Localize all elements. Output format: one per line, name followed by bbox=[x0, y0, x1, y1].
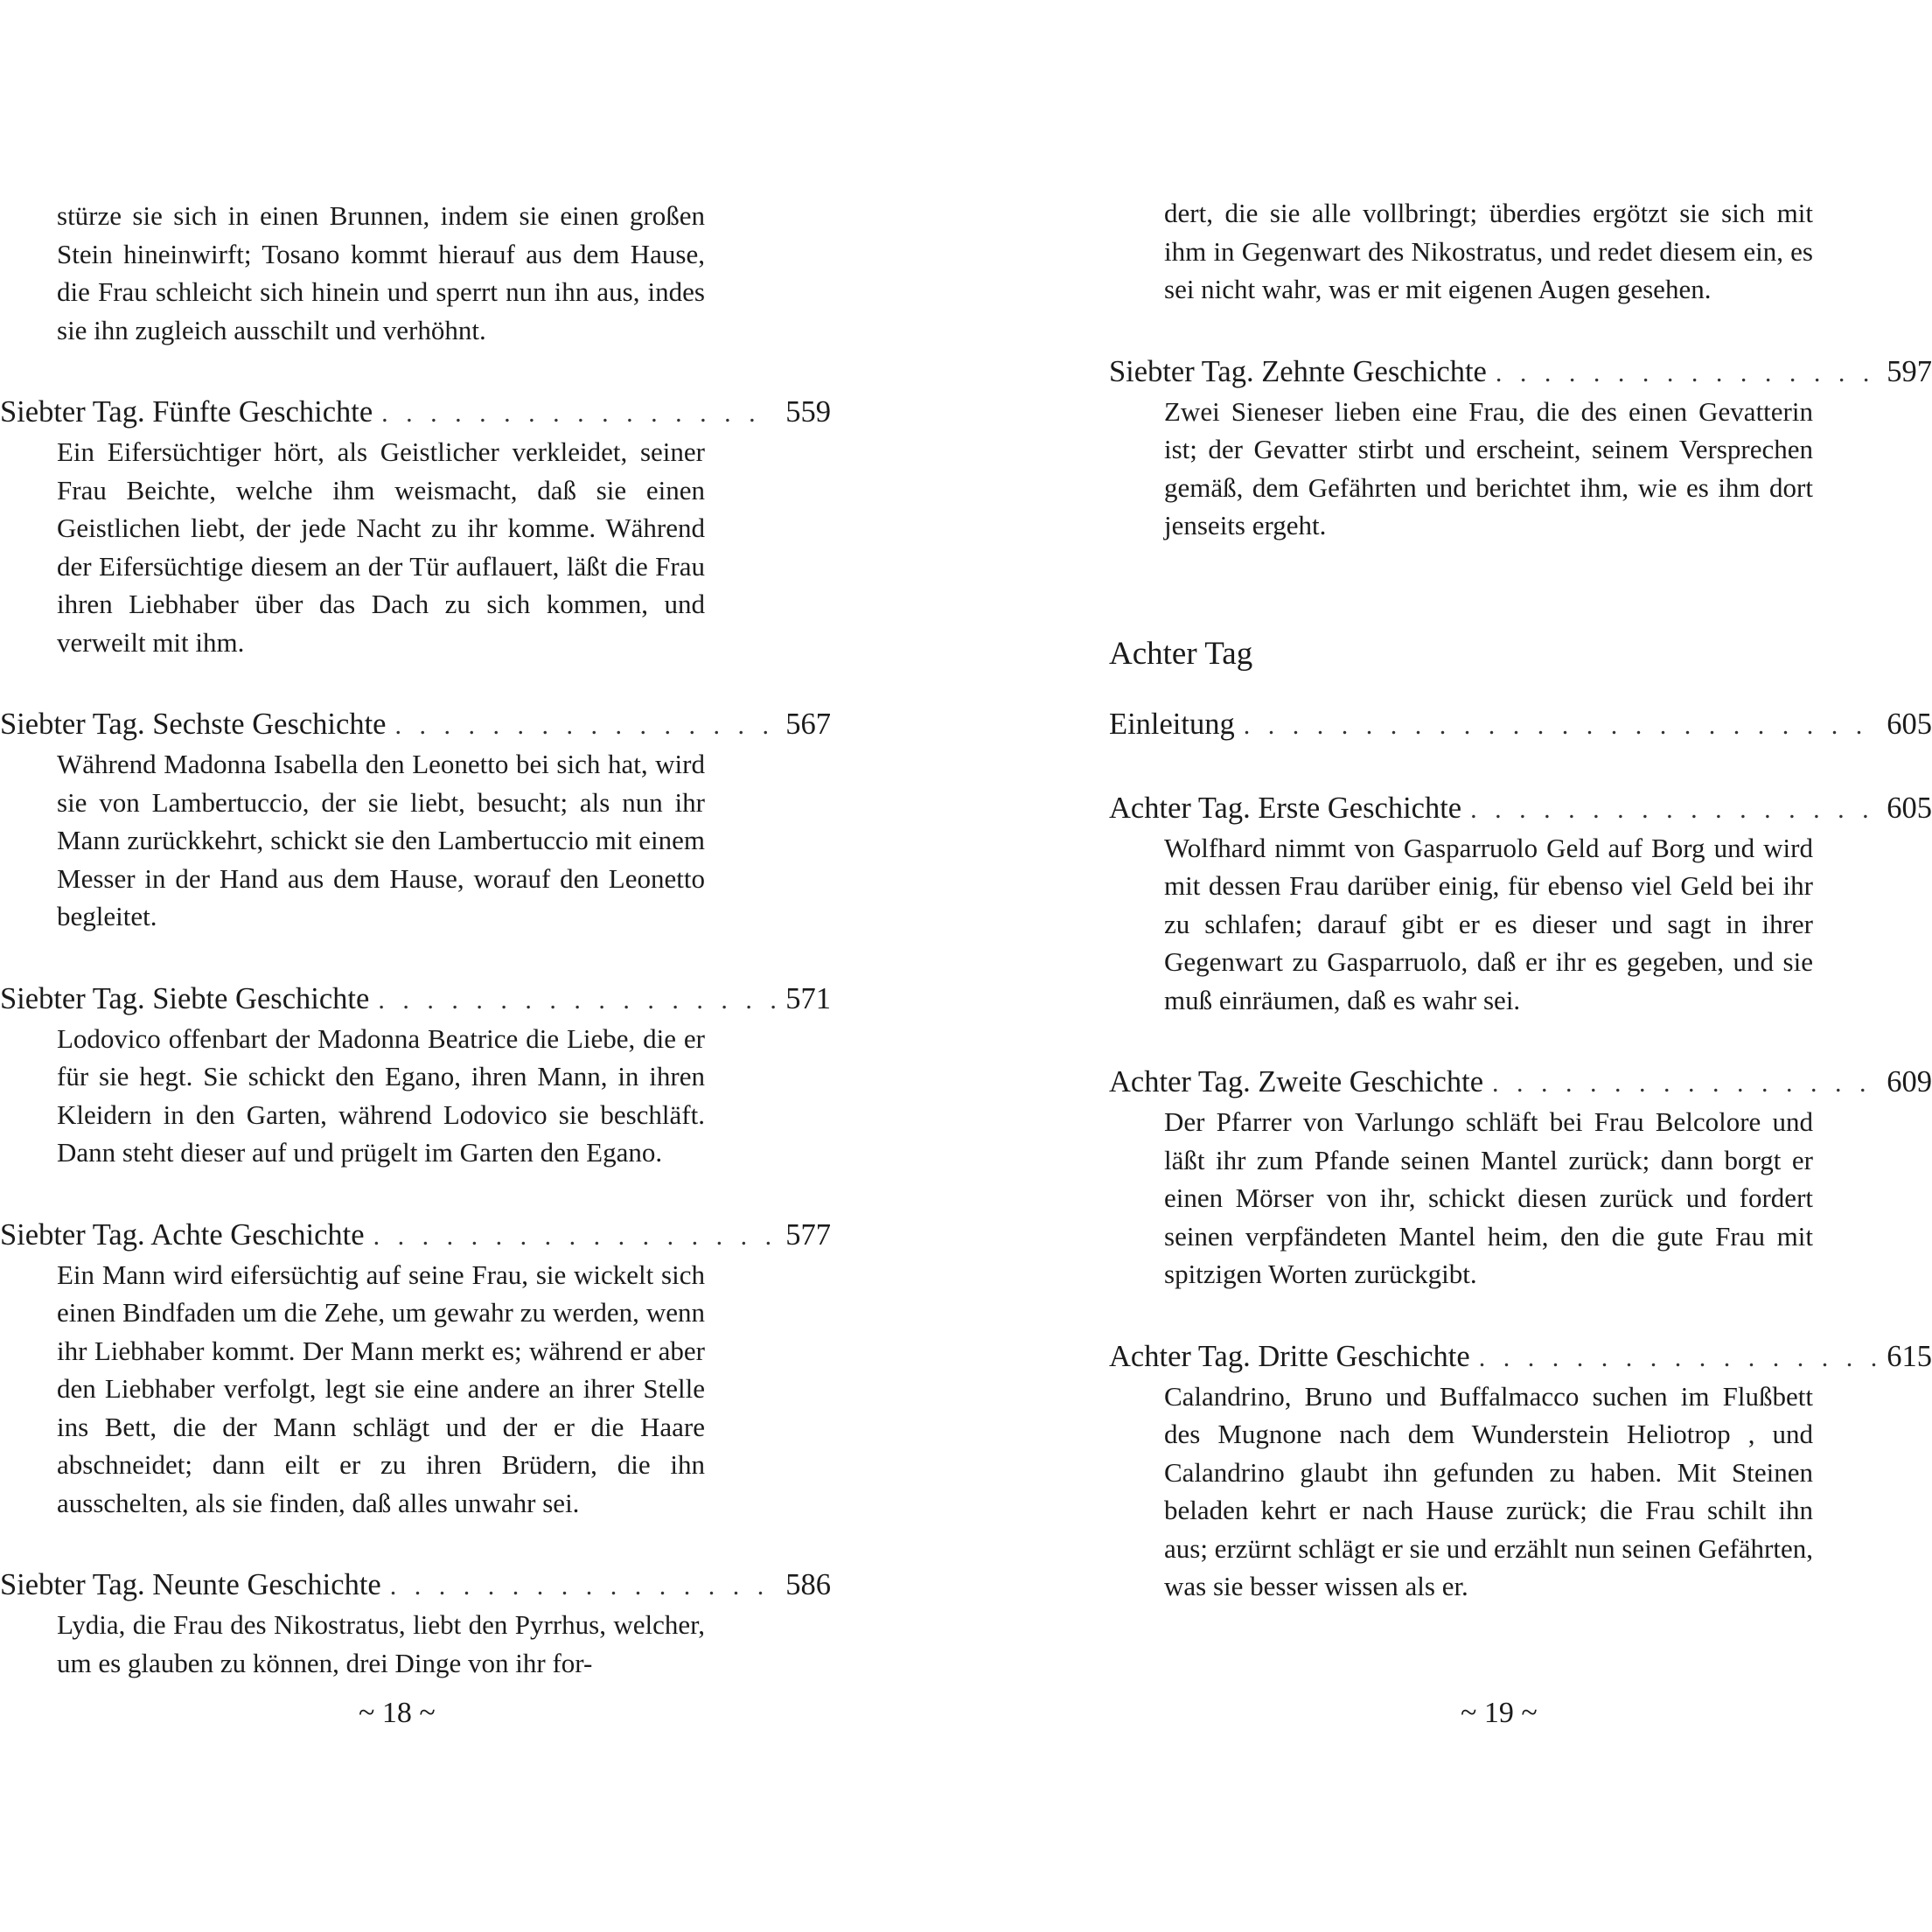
toc-entry-title: Einleitung bbox=[1109, 707, 1235, 741]
page-number-footer: ~ 18 ~ bbox=[359, 1697, 436, 1729]
toc-page-number: 605 bbox=[1887, 791, 1932, 825]
toc-entry bbox=[1109, 789, 1932, 1020]
toc-page-number: 559 bbox=[785, 395, 831, 429]
dot-leader bbox=[1244, 706, 1877, 745]
toc-page-number: 571 bbox=[785, 981, 831, 1015]
toc-entry-title: Siebter Tag. Neunte Geschichte bbox=[0, 1568, 381, 1601]
toc-entry-title: Siebter Tag. Fünfte Geschichte bbox=[0, 395, 373, 429]
dot-leader bbox=[381, 394, 775, 433]
continuation-text: stürze sie sich in einen Brunnen, indem sie einen großen Stein hineinwirft; Tosano kommt hierauf aus dem Hause, die Frau schleicht sich hinein und sperrt nun ihn aus, indes sie ihn zugleich ausschilt und verhöhnt. bbox=[57, 200, 705, 345]
page-number-footer: ~ 19 ~ bbox=[1461, 1697, 1538, 1729]
toc-page-number: 605 bbox=[1887, 707, 1932, 741]
right-toc-column bbox=[1109, 194, 1932, 1606]
continuation-text: dert, die sie alle vollbringt; überdies ergötzt sie sich mit ihm in Gegenwart des Nikostratus, und redet diesem ein, es sei nicht wahr, was er mit eigenen Augen gesehen. bbox=[1164, 198, 1813, 304]
dot-leader bbox=[1479, 1338, 1877, 1378]
left-toc-column bbox=[0, 197, 831, 1682]
toc-page-number: 609 bbox=[1887, 1065, 1932, 1099]
toc-entry bbox=[1109, 705, 1932, 745]
dot-leader bbox=[1470, 790, 1876, 829]
toc-entry bbox=[0, 705, 831, 936]
toc-entry-summary: Lydia, die Frau des Nikostratus, liebt den Pyrrhus, welcher, um es glauben zu können, drei Dinge von ihr for- bbox=[57, 1609, 705, 1678]
toc-page-number: 577 bbox=[785, 1217, 831, 1252]
toc-entry-summary: Wolfhard nimmt von Gasparruolo Geld auf Borg und wird mit dessen Frau darüber einig, für ebenso viel Geld bei ihr zu schlafen; darauf gibt er es dieser und sagt in ihrer Gegenwart zu Gasparruolo, daß er ihr es gegeben, und sie muß einräumen, daß es wahr sei. bbox=[1164, 832, 1813, 1015]
toc-entry-title: Siebter Tag. Siebte Geschichte bbox=[0, 981, 370, 1015]
toc-entry-title: Siebter Tag. Achte Geschichte bbox=[0, 1217, 365, 1252]
toc-entry bbox=[0, 1566, 831, 1682]
toc-entry-heading bbox=[1109, 705, 1932, 745]
toc-entry bbox=[1109, 1063, 1932, 1294]
toc-entry bbox=[0, 980, 831, 1172]
toc-entry-heading bbox=[0, 980, 831, 1020]
right-page bbox=[1076, 0, 1932, 1932]
toc-entry-summary: Calandrino, Bruno und Buffalmacco suchen im Flußbett des Mugnone nach dem Wunderstein Heliotrop , und Calandrino glaubt ihn gefunden zu haben. Mit Steinen beladen kehrt er nach Hause zurück; die Frau schilt ihn aus; erzürnt schlägt er sie und erzählt nun seinen Gefährten, was sie besser wissen als er. bbox=[1164, 1380, 1813, 1601]
toc-page-number: 567 bbox=[785, 708, 831, 741]
toc-page-number: 597 bbox=[1887, 354, 1932, 388]
toc-entry-summary: Während Madonna Isabella den Leonetto bei sich hat, wird sie von Lambertuccio, der sie liebt, besucht; als nun ihr Mann zurückkehrt, schickt sie den Lambertuccio mit einem Messer in der Hand aus dem Hause, worauf den Leonetto begleitet. bbox=[57, 749, 705, 931]
toc-entry bbox=[1109, 1337, 1932, 1606]
dot-leader bbox=[378, 980, 775, 1020]
toc-entry-heading bbox=[0, 1566, 831, 1606]
toc-entry-summary: Ein Mann wird eifersüchtig auf seine Frau, sie wickelt sich einen Bindfaden um die Zehe, um gewahr zu werden, wenn ihr Liebhaber kommt. Der Mann merkt es; während er aber den Liebhaber verfolgt, legt sie eine andere an ihrer Stelle ins Bett, die der Mann schlägt und der er die Haare abschneidet; dann eilt er zu ihren Brüdern, die ihn ausschelten, als sie finden, daß alles unwahr sei. bbox=[57, 1259, 705, 1518]
toc-page-number: 615 bbox=[1887, 1339, 1932, 1373]
dot-leader bbox=[1496, 353, 1876, 393]
toc-entry-title: Siebter Tag. Zehnte Geschichte bbox=[1109, 354, 1487, 388]
toc-entry-summary: Ein Eifersüchtiger hört, als Geistlicher verkleidet, seiner Frau Beichte, welche ihm weismacht, daß sie einen Geistlichen liebt, der jede Nacht zu ihr komme. Während der Eifersüchtige diesem an der Tür auflauert, läßt die Frau ihren Liebhaber über das Dach zu sich kommen, und verweilt mit ihm. bbox=[57, 436, 705, 658]
toc-entry-heading bbox=[1109, 789, 1932, 829]
toc-entry bbox=[1109, 352, 1932, 545]
toc-entry bbox=[0, 1216, 831, 1523]
toc-entry-title: Achter Tag. Zweite Geschichte bbox=[1109, 1065, 1484, 1099]
toc-entry-title: Siebter Tag. Sechste Geschichte bbox=[0, 708, 387, 741]
toc-entry-summary: Lodovico offenbart der Madonna Beatrice die Liebe, die er für sie hegt. Sie schickt den Egano, ihren Mann, in ihren Kleidern in den Garten, während Lodovico sie beschläft. Dann steht dieser auf und prügelt im Garten den Egano. bbox=[57, 1022, 705, 1168]
dot-leader bbox=[1492, 1064, 1876, 1103]
toc-entry-heading bbox=[1109, 352, 1932, 393]
toc-entry-heading bbox=[0, 393, 831, 433]
toc-entry-heading bbox=[1109, 1337, 1932, 1378]
toc-entry-heading bbox=[1109, 1063, 1932, 1103]
dot-leader bbox=[373, 1217, 776, 1256]
toc-entry-summary: Zwei Sieneser lieben eine Frau, die des einen Gevatterin ist; der Gevatter stirbt und erscheint, seinem Versprechen gemäß, dem Gefährten und berichtet ihm, wie es ihm dort jenseits ergeht. bbox=[1164, 395, 1813, 541]
toc-entry-summary: Der Pfarrer von Varlungo schläft bei Frau Belcolore und läßt ihr zum Pfande seinen Mantel zurück; dann borgt er einen Mörser von ihr, schickt diesen zurück und fordert seinen verpfändeten Mantel heim, den die gute Frau mit spitzigen Worten zurückgibt. bbox=[1164, 1106, 1813, 1289]
toc-page-number: 586 bbox=[785, 1568, 831, 1601]
section-heading: Achter Tag bbox=[1109, 635, 1253, 672]
left-page bbox=[0, 0, 962, 1932]
toc-entry-title: Achter Tag. Dritte Geschichte bbox=[1109, 1339, 1470, 1373]
toc-entry-heading bbox=[0, 1216, 831, 1256]
toc-entry-heading bbox=[0, 705, 831, 745]
toc-entry-title: Achter Tag. Erste Geschichte bbox=[1109, 791, 1462, 825]
toc-entry bbox=[0, 393, 831, 661]
dot-leader bbox=[394, 706, 775, 745]
dot-leader bbox=[390, 1566, 776, 1606]
